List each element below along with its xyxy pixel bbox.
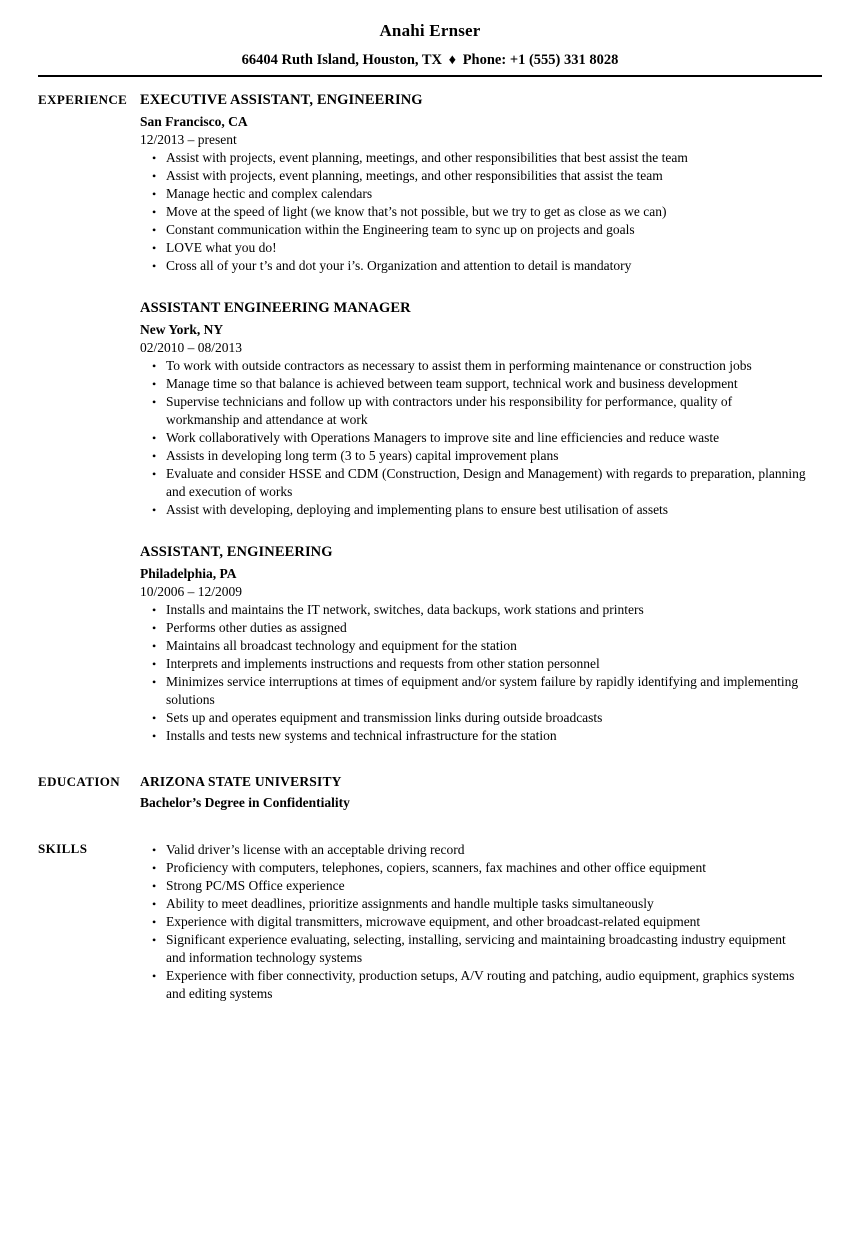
section-label-education: EDUCATION xyxy=(38,774,121,789)
list-item: • Assist with projects, event planning, meetings, and other responsibilities that best assist the team xyxy=(140,149,806,167)
list-item: • Cross all of your t’s and dot your i’s. Organization and attention to detail is mandatory xyxy=(140,257,806,275)
education-entry xyxy=(140,773,806,812)
section-label-experience: EXPERIENCE xyxy=(38,92,128,107)
list-item: • Maintains all broadcast technology and equipment for the station xyxy=(140,637,806,655)
skills-list-wrap xyxy=(140,840,860,1003)
list-item: • Installs and maintains the IT network, switches, data backups, work stations and printers xyxy=(140,601,806,619)
job-dates: 12/2013 – present xyxy=(140,132,237,147)
resume-body xyxy=(0,91,860,1003)
list-item: • Performs other duties as assigned xyxy=(140,619,806,637)
education-list xyxy=(140,773,860,812)
section-label-skills: SKILLS xyxy=(38,841,88,856)
job-location: San Francisco, CA xyxy=(140,114,248,129)
resume-header xyxy=(0,0,860,70)
list-item: • Strong PC/MS Office experience xyxy=(140,877,806,895)
list-item: • Manage time so that balance is achieved between team support, technical work and business development xyxy=(140,375,806,393)
list-item: • Constant communication within the Engineering team to sync up on projects and goals xyxy=(140,221,806,239)
list-item: • Proficiency with computers, telephones, copiers, scanners, fax machines and other office equipment xyxy=(140,859,806,877)
candidate-name: Anahi Ernser xyxy=(379,21,481,40)
list-item: • Experience with digital transmitters, microwave equipment, and other broadcast-related equipment xyxy=(140,913,806,931)
list-item: • Assist with projects, event planning, meetings, and other responsibilities that assist the team xyxy=(140,167,806,185)
list-item: • Experience with fiber connectivity, production setups, A/V routing and patching, audio equipment, graphics systems and editing systems xyxy=(140,967,806,1003)
list-item: • Assists in developing long term (3 to 5 years) capital improvement plans xyxy=(140,447,806,465)
job-title: ASSISTANT ENGINEERING MANAGER xyxy=(140,300,411,316)
education-degree: Bachelor’s Degree in Confidentiality xyxy=(140,795,350,810)
job-dates: 10/2006 – 12/2009 xyxy=(140,584,243,599)
list-item: • Evaluate and consider HSSE and CDM (Construction, Design and Management) with regards to preparation, planning and execution of works xyxy=(140,465,806,501)
list-item: • Significant experience evaluating, selecting, installing, servicing and maintaining broadcasting industry equipment and information technology systems xyxy=(140,931,806,967)
contact-address: 66404 Ruth Island, Houston, TX xyxy=(241,52,443,68)
job-responsibilities xyxy=(140,357,806,519)
job-title: EXECUTIVE ASSISTANT, ENGINEERING xyxy=(140,92,423,108)
list-item: • Minimizes service interruptions at times of equipment and/or system failure by rapidly identifying and implementing solutions xyxy=(140,673,806,709)
job-title: ASSISTANT, ENGINEERING xyxy=(140,544,333,560)
contact-phone: +1 (555) 331 8028 xyxy=(509,52,619,68)
phone-label: Phone: xyxy=(462,52,507,68)
list-item: • Work collaboratively with Operations Managers to improve site and line efficiencies and reduce waste xyxy=(140,429,806,447)
section-experience xyxy=(0,91,860,745)
list-item: • Assist with developing, deploying and implementing plans to ensure best utilisation of assets xyxy=(140,501,806,519)
list-item: • Sets up and operates equipment and transmission links during outside broadcasts xyxy=(140,709,806,727)
list-item: • LOVE what you do! xyxy=(140,239,806,257)
job-location: Philadelphia, PA xyxy=(140,566,237,581)
list-item: • Supervise technicians and follow up with contractors under his responsibility for performance, quality of workmanship and attendance at work xyxy=(140,393,806,429)
experience-list xyxy=(140,91,860,745)
section-spacer xyxy=(0,745,860,773)
list-item: • Ability to meet deadlines, prioritize assignments and handle multiple tasks simultaneously xyxy=(140,895,806,913)
education-school: ARIZONA STATE UNIVERSITY xyxy=(140,774,342,789)
experience-entry xyxy=(140,299,806,519)
experience-entry xyxy=(140,543,806,745)
experience-entry xyxy=(140,91,806,275)
job-dates: 02/2010 – 08/2013 xyxy=(140,340,243,355)
list-item: • Installs and tests new systems and technical infrastructure for the station xyxy=(140,727,806,745)
list-item: • To work with outside contractors as necessary to assist them in performing maintenance or construction jobs xyxy=(140,357,806,375)
job-responsibilities xyxy=(140,149,806,275)
job-responsibilities xyxy=(140,601,806,745)
skills-list xyxy=(140,841,806,1003)
job-location: New York, NY xyxy=(140,322,224,337)
list-item: • Valid driver’s license with an acceptable driving record xyxy=(140,841,806,859)
diamond-separator-icon: ♦ xyxy=(448,52,457,68)
contact-line xyxy=(0,50,860,70)
list-item: • Move at the speed of light (we know that’s not possible, but we try to get as close as we can) xyxy=(140,203,806,221)
section-education xyxy=(0,773,860,812)
header-divider xyxy=(38,75,822,77)
section-skills xyxy=(0,840,860,1003)
list-item: • Interprets and implements instructions and requests from other station personnel xyxy=(140,655,806,673)
list-item: • Manage hectic and complex calendars xyxy=(140,185,806,203)
